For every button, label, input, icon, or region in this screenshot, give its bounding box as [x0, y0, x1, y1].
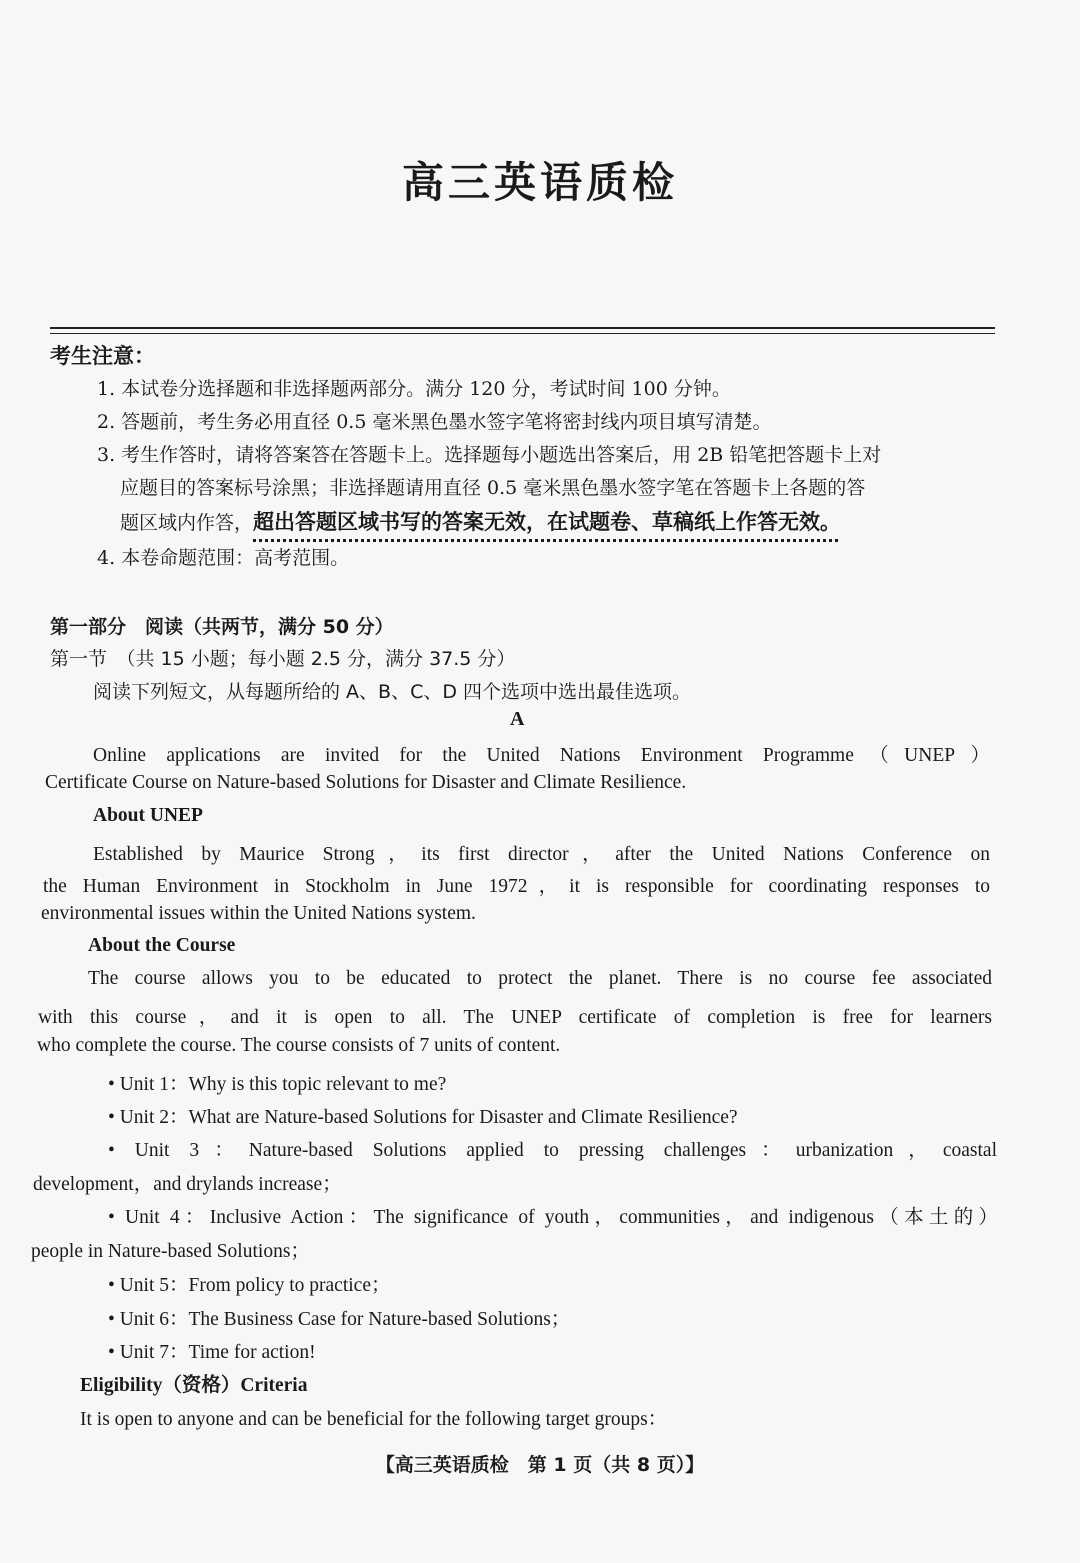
unit-item: • Unit 4：Inclusive Action：The significance of youth，communities，and indigenous（本土的）	[108, 1207, 998, 1228]
section-heading: 第一节 （共 15 小题；每小题 2.5 分，满分 37.5 分）	[50, 648, 516, 670]
notice-item: 4. 本卷命题范围：高考范围。	[97, 547, 350, 569]
page-footer: 【高三英语质检 第 1 页（共 8 页）】	[375, 1454, 705, 1476]
unit-item: • Unit 2：What are Nature-based Solutions for Disaster and Climate Resilience?	[108, 1107, 738, 1128]
exam-title: 高三英语质检	[401, 158, 678, 207]
notice-item: 2. 答题前，考生务必用直径 0.5 毫米黑色墨水签字笔将密封线内项目填写清楚。	[97, 411, 772, 433]
about-course-heading: About the Course	[88, 935, 236, 956]
unit-item: • Unit 7：Time for action!	[108, 1342, 316, 1363]
about-course-line: with this course，and it is open to all. The UNEP certificate of completion is free for learners	[38, 1007, 992, 1028]
about-unep-line: environmental issues within the United Nations system.	[41, 903, 476, 924]
about-course-line: The course allows you to be educated to protect the planet. There is no course fee associated	[88, 968, 992, 989]
about-unep-line: Established by Maurice Strong，its first director，after the United Nations Conference on	[93, 844, 990, 865]
intro-line: Certificate Course on Nature-based Solutions for Disaster and Climate Resilience.	[45, 772, 687, 793]
instruction: 阅读下列短文，从每题所给的 A、B、C、D 四个选项中选出最佳选项。	[93, 681, 692, 703]
unit-item: people in Nature-based Solutions；	[31, 1241, 310, 1262]
notice-emphasis: 超出答题区域书写的答案无效，在试题卷、草稿纸上作答无效。	[253, 510, 842, 534]
unit-item: • Unit 5：From policy to practice；	[108, 1275, 391, 1296]
notice-item-with-emphasis	[120, 506, 841, 536]
unit-item: development，and drylands increase；	[33, 1174, 342, 1195]
about-unep-line: the Human Environment in Stockholm in June 1972，it is responsible for coordinating responses to	[43, 876, 990, 897]
divider-rule-thin	[50, 333, 995, 334]
divider-rule	[50, 327, 995, 329]
passage-label: A	[510, 708, 525, 730]
unit-item: • Unit 6：The Business Case for Nature-based Solutions；	[108, 1309, 571, 1330]
unit-item: • Unit 3：Nature-based Solutions applied to pressing challenges：urbanization，coastal	[108, 1140, 997, 1161]
intro-line: Online applications are invited for the United Nations Environment Programme（UNEP）	[93, 745, 990, 766]
notice-heading: 考生注意：	[50, 344, 155, 368]
notice-item: 1. 本试卷分选择题和非选择题两部分。满分 120 分，考试时间 100 分钟。	[97, 378, 731, 400]
about-unep-heading: About UNEP	[93, 805, 203, 826]
about-course-line: who complete the course. The course consists of 7 units of content.	[37, 1035, 561, 1056]
unit-item: • Unit 1：Why is this topic relevant to me?	[108, 1074, 447, 1095]
notice-item: 应题目的答案标号涂黑；非选择题请用直径 0.5 毫米黑色墨水签字笔在答题卡上各题的答	[120, 477, 866, 499]
notice-item: 3. 考生作答时，请将答案答在答题卡上。选择题每小题选出答案后，用 2B 铅笔把答题卡上对	[97, 444, 882, 466]
eligibility-line: It is open to anyone and can be beneficial for the following target groups：	[80, 1409, 668, 1430]
part-heading: 第一部分 阅读（共两节，满分 50 分）	[50, 616, 394, 638]
notice-item: 题区域内作答，	[120, 512, 254, 534]
eligibility-heading: Eligibility（资格）Criteria	[80, 1375, 308, 1396]
